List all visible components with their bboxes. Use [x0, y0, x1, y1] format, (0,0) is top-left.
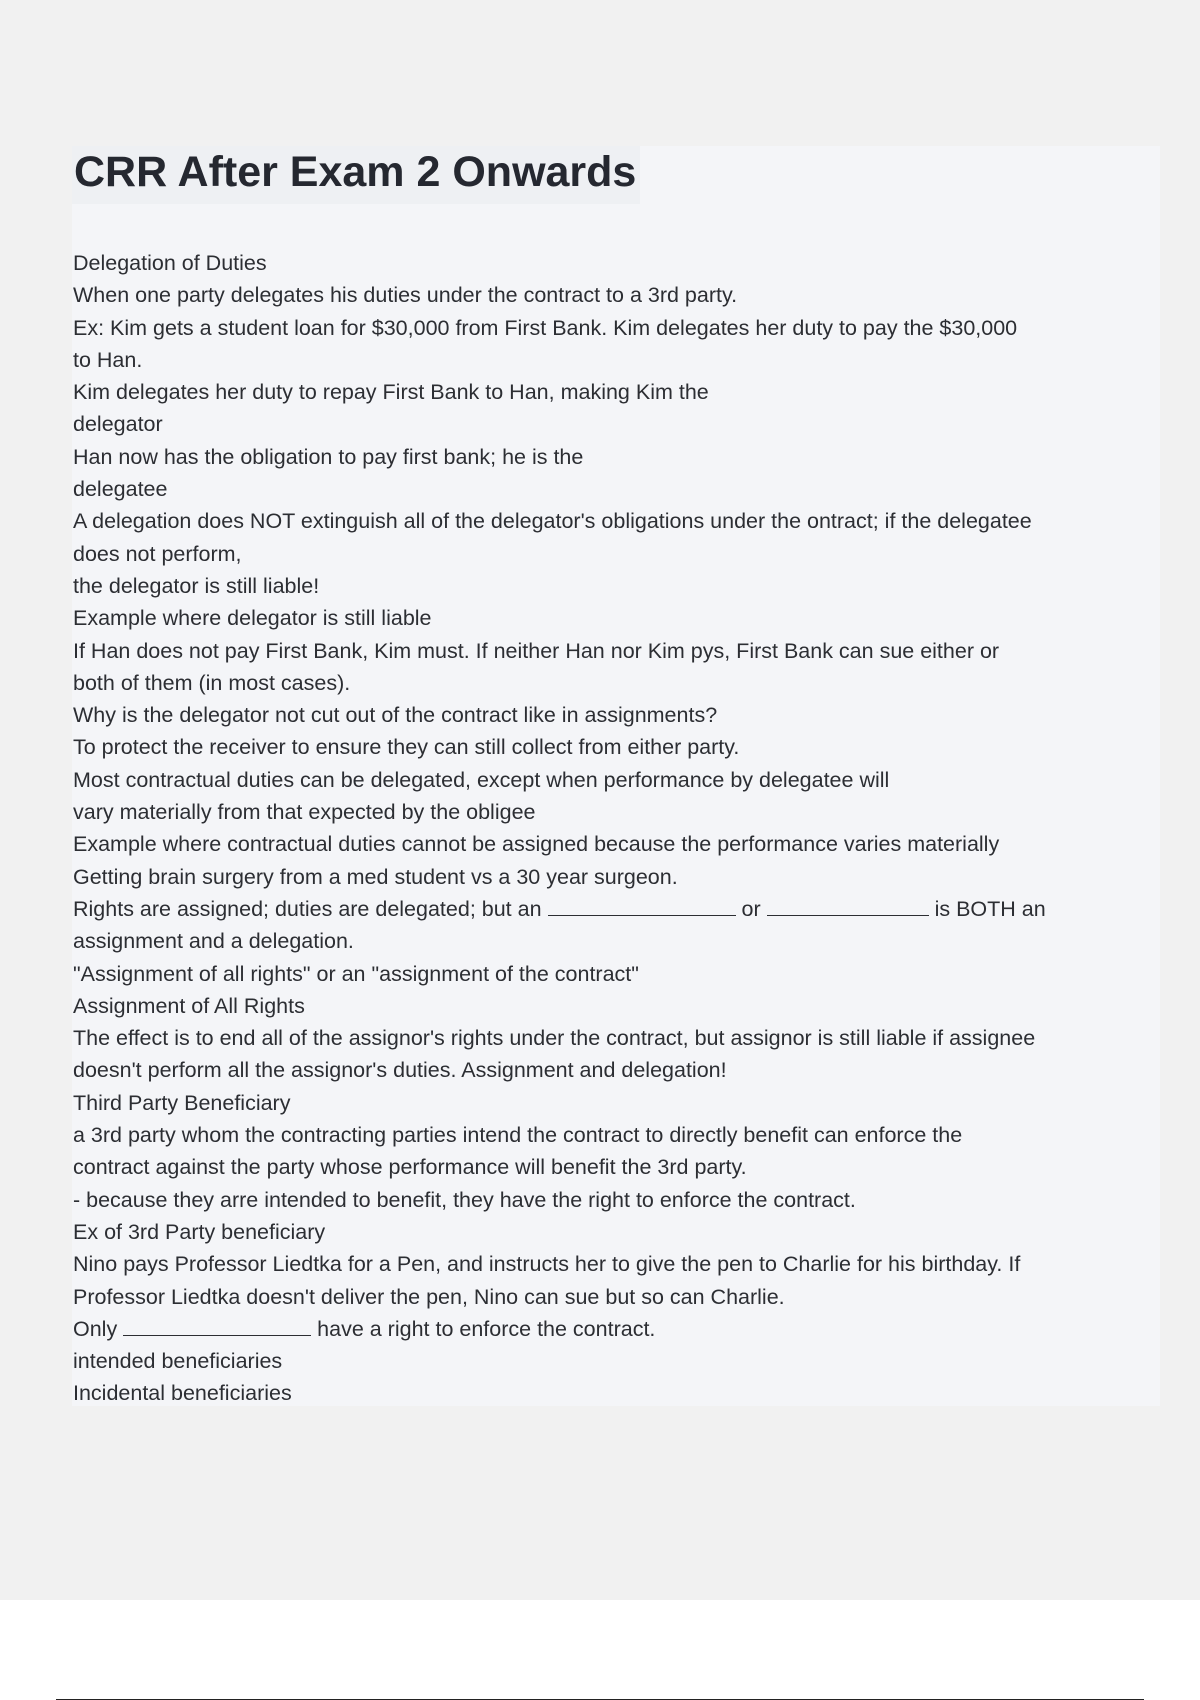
text-line: Incidental beneficiaries [73, 1381, 292, 1406]
text-line: Han now has the obligation to pay first bank; he is the [73, 444, 584, 469]
text-line: a 3rd party whom the contracting parties intend the contract to directly benefit can enforce the [73, 1123, 963, 1148]
text-line: intended beneficiaries [73, 1349, 283, 1374]
text-line: the delegator is still liable! [73, 573, 320, 598]
text-line: "Assignment of all rights" or an "assignment of the contract" [73, 961, 639, 986]
text-line: Getting brain surgery from a med student vs a 30 year surgeon. [73, 864, 678, 889]
text-line: When one party delegates his duties under the contract to a 3rd party. [73, 283, 738, 308]
text-segment: Only [73, 1316, 124, 1341]
text-line: If Han does not pay First Bank, Kim must. If neither Han nor Kim pys, First Bank can sue either or [73, 638, 1000, 663]
answer-blank [767, 897, 929, 916]
text-line: Third Party Beneficiary [73, 1090, 291, 1115]
text-line: Example where delegator is still liable [73, 606, 432, 631]
text-segment: is BOTH an [928, 896, 1046, 921]
text-line: The effect is to end all of the assignor's rights under the contract, but assignor is still liable if assignee [73, 1026, 1036, 1051]
text-line: assignment and a delegation. [73, 929, 354, 954]
text-line: Ex: Kim gets a student loan for $30,000 from First Bank. Kim delegates her duty to pay the $30,000 [73, 315, 1018, 340]
text-line: Example where contractual duties cannot be assigned because the performance varies materially [73, 832, 1000, 857]
text-line: To protect the receiver to ensure they can still collect from either party. [73, 735, 740, 760]
answer-blank [123, 1317, 311, 1336]
text-line: Assignment of All Rights [73, 993, 305, 1018]
text-line: delegatee [73, 477, 168, 502]
fill-in-blank-line [73, 893, 1163, 925]
text-line: Professor Liedtka doesn't deliver the pen, Nino can sue but so can Charlie. [73, 1284, 785, 1309]
page-bottom-margin [0, 1600, 1200, 1700]
text-line: Why is the delegator not cut out of the contract like in assignments? [73, 703, 718, 728]
text-line: contract against the party whose performance will benefit the 3rd party. [73, 1155, 747, 1180]
text-line: Kim delegates her duty to repay First Bank to Han, making Kim the [73, 380, 709, 405]
text-segment: have a right to enforce the contract. [311, 1316, 656, 1341]
answer-blank [548, 897, 736, 916]
document-title: CRR After Exam 2 Onwards [72, 146, 640, 204]
text-line: A delegation does NOT extinguish all of the delegator's obligations under the ontract; if the delegatee [73, 509, 1032, 534]
text-line: Most contractual duties can be delegated, except when performance by delegatee will [73, 767, 890, 792]
text-line: Ex of 3rd Party beneficiary [73, 1219, 326, 1244]
text-line: does not perform, [73, 541, 242, 566]
fill-in-blank-line [73, 1313, 1163, 1345]
text-line: delegator [73, 412, 163, 437]
text-line: Delegation of Duties [73, 251, 267, 275]
text-line: doesn't perform all the assignor's duties. Assignment and delegation! [73, 1058, 727, 1083]
document-body [73, 247, 1163, 1410]
text-line: both of them (in most cases). [73, 670, 351, 695]
text-line: vary materially from that expected by the obligee [73, 800, 536, 825]
text-segment: Rights are assigned; duties are delegated; but an [73, 896, 548, 921]
text-segment: or [735, 896, 767, 921]
text-line: - because they arre intended to benefit, they have the right to enforce the contract. [73, 1187, 856, 1212]
text-line: Nino pays Professor Liedtka for a Pen, and instructs her to give the pen to Charlie for his birthday. If [73, 1252, 1021, 1277]
text-line: to Han. [73, 347, 143, 372]
